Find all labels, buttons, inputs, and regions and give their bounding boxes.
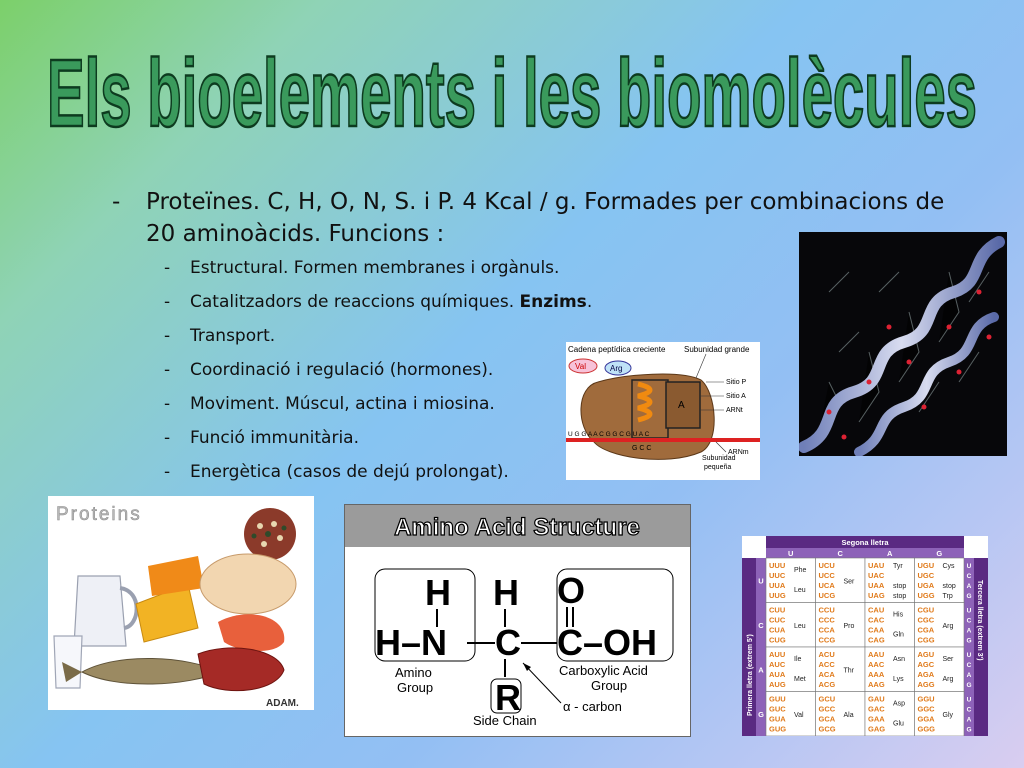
codon-triplet: UUA (769, 581, 786, 590)
codon-third-letter: A (966, 672, 972, 679)
codon-triplet: ACG (818, 680, 836, 689)
codon-triplet: GUA (769, 714, 786, 724)
amino-acid-label: Gln (893, 631, 904, 639)
codon-triplet: UCG (818, 591, 836, 600)
codon-third-letter: C (966, 706, 972, 714)
codon-third-letter: U (966, 607, 972, 615)
sub-bullet-structural: - Estructural. Formen membranes i orgànuls. (164, 258, 560, 278)
codon-triplet: UAA (868, 581, 885, 590)
amino-group-label-1: Amino (395, 665, 432, 680)
codon-row-header: C (758, 620, 764, 630)
codon-third-letter: C (966, 617, 972, 625)
amino-acid-label: Met (794, 676, 806, 683)
codon-triplet: CUU (769, 605, 786, 615)
codon-triplet: GAU (868, 694, 885, 704)
amino-h1: H (425, 572, 451, 613)
codon-triplet: GGC (917, 704, 935, 714)
codon-right-header: Tercera lletra (extrem 3') (976, 580, 983, 661)
codon-triplet: GAG (868, 724, 886, 734)
amino-acid-label: Ser (843, 578, 855, 586)
codon-triplet: UGC (917, 571, 935, 580)
small-subunit-label-2: pequeña (704, 464, 732, 471)
amino-acid-label: Phe (794, 567, 807, 574)
amino-acid-label: Trp (942, 593, 953, 600)
codon-third-letter: G (966, 726, 972, 734)
codon-triplet: AGA (917, 670, 935, 679)
codon-third-letter: A (966, 716, 972, 724)
codon-triplet: CUG (769, 635, 786, 645)
codon-triplet: UCC (818, 571, 835, 580)
protein-foods-image (48, 496, 314, 710)
codon-triplet: GCU (818, 694, 836, 704)
amino-hn: H–N (375, 622, 448, 663)
arnt-label: ARNt (726, 407, 743, 414)
codon-third-letter: U (966, 652, 972, 659)
codon-triplet: GGA (917, 714, 935, 724)
amino-acid-label: stop (893, 593, 907, 600)
codon-triplet: AAA (868, 670, 885, 679)
amino-header: Amino Acid Structure (394, 514, 640, 541)
side-chain-label: Side Chain (473, 713, 537, 728)
codon-triplet: GAC (868, 704, 885, 714)
amino-acid-label: Pro (843, 622, 855, 630)
codon-triplet: UGU (917, 561, 935, 570)
mrna-sequence: U G G A A C G G C G U A C (568, 431, 650, 438)
enzims-bold: Enzims (519, 292, 587, 312)
codon-triplet: CUC (769, 615, 786, 625)
codon-triplet: ACU (818, 650, 835, 659)
protein-helix-image (799, 232, 1007, 456)
amino-acid-label: Arg (942, 676, 954, 683)
ribosome-big-subunit-label: Subunidad grande (684, 345, 750, 354)
amino-acid-label: Glu (893, 720, 904, 728)
carboxyl-label-1: Carboxylic Acid (559, 663, 648, 678)
anticodon: G C C (632, 445, 652, 452)
amino-acid-label: His (893, 611, 904, 619)
codon-triplet: GUU (769, 694, 786, 704)
amino-acid-label: Ala (843, 711, 854, 719)
ribosome-diagram (566, 342, 760, 480)
codon-third-letter: U (966, 563, 972, 570)
codon-triplet: AUC (769, 660, 786, 669)
sub-bullet-coordination: - Coordinació i regulació (hormones). (164, 360, 494, 380)
amino-acid-label: Cys (942, 563, 955, 570)
codon-triplet: UCU (818, 561, 835, 570)
amino-acid-label: Gly (942, 711, 953, 719)
foods-label: Proteins (56, 504, 142, 525)
codon-triplet: GCA (818, 714, 836, 724)
codon-triplet: AUG (769, 680, 786, 689)
codon-triplet: UUC (769, 571, 786, 580)
amino-acid-label: Asn (893, 656, 906, 663)
codon-triplet: CAC (868, 615, 885, 625)
sub-bullet-energy: - Energètica (casos de dejú prolongat). (164, 462, 509, 482)
sub-bullet-catalysts: - Catalitzadors de reaccions químiques. Enzims. (164, 292, 593, 312)
arnm-label: ARNm (728, 449, 749, 456)
amino-h2: H (493, 572, 519, 613)
codon-triplet: CGA (917, 625, 935, 635)
amino-acid-structure-image (344, 504, 691, 737)
amino-acid-label: Val (794, 711, 804, 719)
codon-triplet: UAG (868, 591, 885, 600)
amino-acid-label: stop (942, 583, 956, 590)
codon-triplet: AAG (868, 680, 885, 689)
codon-triplet: CGC (917, 615, 935, 625)
codon-row-header: G (758, 709, 764, 719)
aa-arg: Arg (610, 364, 623, 373)
amino-acid-label: Leu (794, 622, 806, 630)
main-bullet-line1: Proteïnes. C, H, O, N, S. i P. 4 Kcal / g. Formades per combinacions de (146, 189, 945, 215)
codon-triplet: AAC (868, 660, 885, 669)
codon-triplet: AAU (868, 650, 885, 659)
codon-triplet: UAC (868, 571, 885, 580)
slide-title (0, 14, 1024, 144)
codon-triplet: UGG (917, 591, 935, 600)
amino-acid-label: Tyr (893, 563, 903, 570)
codon-third-letter: A (966, 583, 972, 590)
sub-bullet-transport: - Transport. (164, 326, 276, 346)
codon-triplet: UUG (769, 591, 786, 600)
codon-third-letter: C (966, 662, 972, 669)
amino-acid-label: Lys (893, 676, 904, 683)
codon-third-letter: G (966, 593, 972, 600)
codon-triplet: UCA (818, 581, 835, 590)
codon-third-letter: U (966, 696, 972, 704)
sub-bullet-movement: - Moviment. Múscul, actina i miosina. (164, 394, 495, 414)
codon-triplet: CCG (818, 635, 836, 645)
codon-triplet: ACA (818, 670, 835, 679)
codon-third-letter: A (966, 627, 972, 635)
codon-row-header: A (758, 665, 764, 675)
adam-logo: ADAM. (266, 698, 299, 709)
codon-triplet: UAU (868, 561, 885, 570)
amino-r: R (495, 677, 521, 718)
codon-third-letter: G (966, 682, 972, 689)
ribosome-chain-label: Cadena peptídica creciente (568, 345, 666, 354)
codon-triplet: UUU (769, 561, 786, 570)
site-a-letter: A (678, 400, 685, 411)
carboxyl-label-2: Group (591, 678, 628, 693)
codon-top-header: Segona lletra (841, 538, 889, 547)
codon-triplet: GCG (818, 724, 836, 734)
amino-c1: C (495, 622, 521, 663)
amino-acid-label: Leu (794, 587, 806, 594)
codon-third-letter: C (966, 573, 972, 580)
site-a-label: Sitio A (726, 393, 746, 400)
codon-triplet: CGG (917, 635, 935, 645)
codon-triplet: GCC (818, 704, 836, 714)
amino-o: O (557, 570, 586, 611)
sub-bullet-immune: - Funció immunitària. (164, 428, 360, 448)
amino-acid-label: stop (893, 583, 907, 590)
small-subunit-label-1: Subunidad (702, 455, 736, 462)
codon-col-header: C (837, 549, 843, 558)
codon-triplet: GGG (917, 724, 936, 734)
codon-triplet: GUC (769, 704, 786, 714)
bullet-dash: - (112, 189, 121, 215)
codon-triplet: AGU (917, 650, 935, 659)
codon-triplet: AUA (769, 670, 786, 679)
codon-triplet: UGA (917, 581, 935, 590)
alpha-carbon-label: α - carbon (563, 699, 622, 714)
amino-acid-label: Arg (942, 622, 954, 630)
codon-triplet: CAU (868, 605, 885, 615)
codon-triplet: GAA (868, 714, 885, 724)
codon-col-header: G (936, 549, 943, 558)
aa-val: Val (575, 362, 586, 371)
amino-c2: C–OH (557, 622, 658, 663)
codon-triplet: GUG (769, 724, 787, 734)
codon-triplet: CUA (769, 625, 786, 635)
site-p-label: Sitio P (726, 379, 747, 386)
codon-triplet: AGC (917, 660, 935, 669)
genetic-code-table (742, 536, 988, 736)
amino-acid-label: Asp (893, 700, 906, 708)
codon-triplet: GGU (917, 694, 935, 704)
codon-triplet: AGG (917, 680, 935, 689)
codon-col-header: A (887, 549, 893, 558)
codon-triplet: AUU (769, 650, 786, 659)
codon-triplet: CAA (868, 625, 885, 635)
codon-triplet: ACC (818, 660, 835, 669)
title-text: Els bioelements i les biomolècules (47, 40, 978, 144)
codon-triplet: CCA (818, 625, 835, 635)
codon-left-header: Primera lletra (extrem 5') (747, 634, 754, 716)
amino-acid-label: Ser (942, 656, 954, 663)
codon-triplet: CGU (917, 605, 935, 615)
main-bullet-line2: 20 aminoàcids. Funcions : (146, 221, 445, 247)
codon-row-header: U (758, 576, 764, 586)
amino-acid-label: Thr (843, 667, 854, 675)
amino-acid-label: Ile (794, 656, 802, 663)
codon-triplet: CAG (868, 635, 885, 645)
codon-col-header: U (788, 549, 794, 558)
amino-group-label-2: Group (397, 680, 434, 695)
codon-triplet: CCU (818, 605, 835, 615)
codon-third-letter: G (966, 637, 972, 645)
codon-triplet: CCC (818, 615, 835, 625)
